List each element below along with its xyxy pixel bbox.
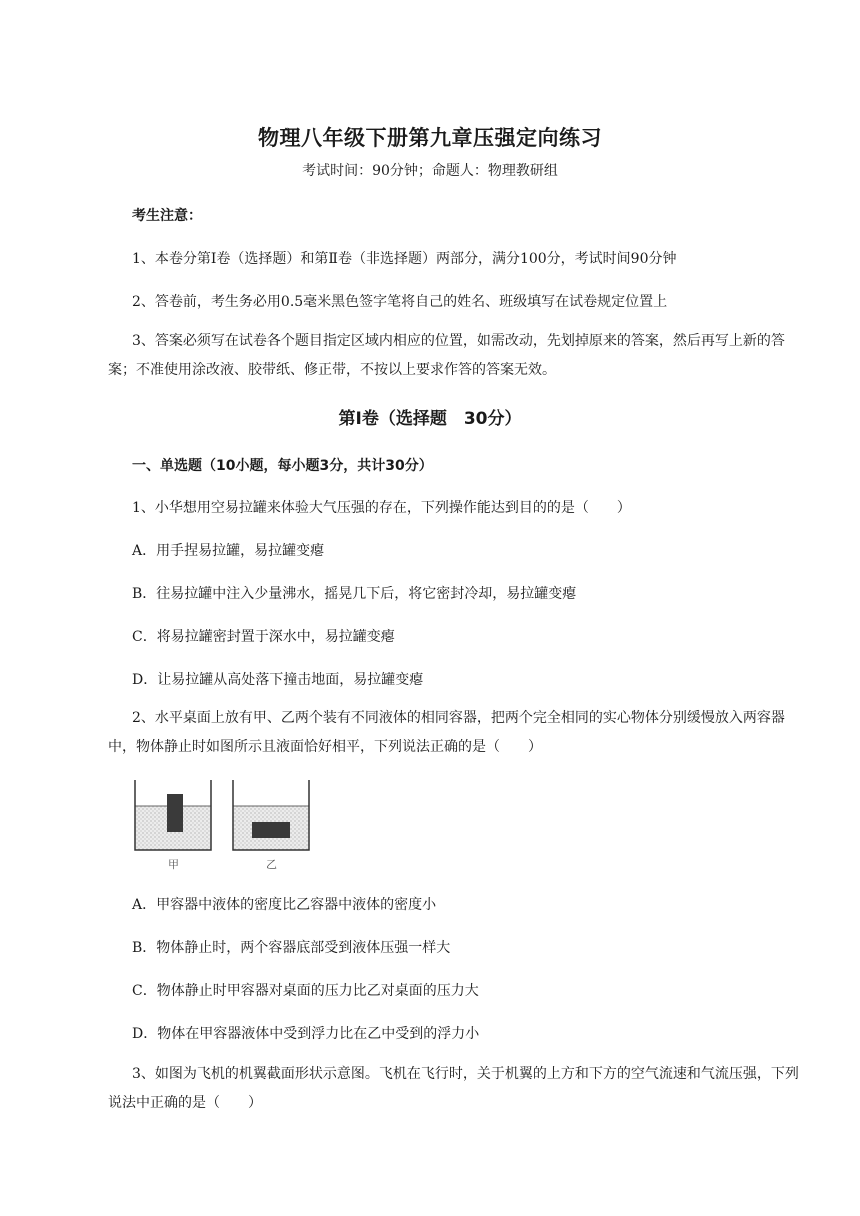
part-heading: 一、单选题（10小题，每小题3分，共计30分） — [132, 458, 433, 474]
question-2-option-b: B．物体静止时，两个容器底部受到液体压强一样大 — [132, 940, 451, 956]
section-title: 第Ⅰ卷（选择题 30分） — [338, 409, 522, 429]
question-3-stem: 3、如图为飞机的机翼截面形状示意图。飞机在飞行时，关于机翼的上方和下方的空气流速和气流压强，下列说法中正确的是（ ） — [108, 1066, 799, 1111]
solid-block-jia — [167, 794, 183, 832]
question-1-option-a: A．用手捏易拉罐，易拉罐变瘪 — [132, 543, 325, 559]
figure-label-yi: 乙 — [266, 858, 277, 871]
question-1-option-b: B．往易拉罐中注入少量沸水，摇晃几下后，将它密封冷却，易拉罐变瘪 — [132, 586, 577, 602]
question-2-option-a: A．甲容器中液体的密度比乙容器中液体的密度小 — [132, 897, 437, 913]
containers-figure — [130, 776, 320, 880]
question-2-option-d: D．物体在甲容器液体中受到浮力比在乙中受到的浮力小 — [132, 1026, 480, 1042]
notice-item-1: 1、本卷分第Ⅰ卷（选择题）和第Ⅱ卷（非选择题）两部分，满分100分，考试时间90分钟 — [132, 251, 677, 267]
question-1-stem: 1、小华想用空易拉罐来体验大气压强的存在，下列操作能达到目的的是（ ） — [132, 500, 631, 516]
container-jia — [135, 780, 211, 850]
page-subtitle: 考试时间：90分钟；命题人：物理教研组 — [302, 163, 558, 179]
solid-block-yi — [252, 822, 290, 838]
figure-label-jia: 甲 — [168, 858, 179, 871]
notice-item-3: 3、答案必须写在试卷各个题目指定区域内相应的位置，如需改动，先划掉原来的答案，然后再写上新的答案；不准使用涂改液、胶带纸、修正带，不按以上要求作答的答案无效。 — [108, 333, 785, 378]
question-2-stem: 2、水平桌面上放有甲、乙两个装有不同液体的相同容器，把两个完全相同的实心物体分别缓慢放入两容器中，物体静止时如图所示且液面恰好相平，下列说法正确的是（ ） — [108, 710, 785, 755]
container-yi — [233, 780, 309, 850]
notice-item-2: 2、答卷前，考生务必用0.5毫米黑色签字笔将自己的姓名、班级填写在试卷规定位置上 — [132, 294, 668, 310]
question-1-option-d: D．让易拉罐从高处落下撞击地面，易拉罐变瘪 — [132, 672, 424, 688]
question-2-option-c: C．物体静止时甲容器对桌面的压力比乙对桌面的压力大 — [132, 983, 479, 999]
page-title: 物理八年级下册第九章压强定向练习 — [258, 126, 602, 150]
notice-heading: 考生注意： — [132, 208, 202, 224]
question-1-option-c: C．将易拉罐密封置于深水中，易拉罐变瘪 — [132, 629, 395, 645]
